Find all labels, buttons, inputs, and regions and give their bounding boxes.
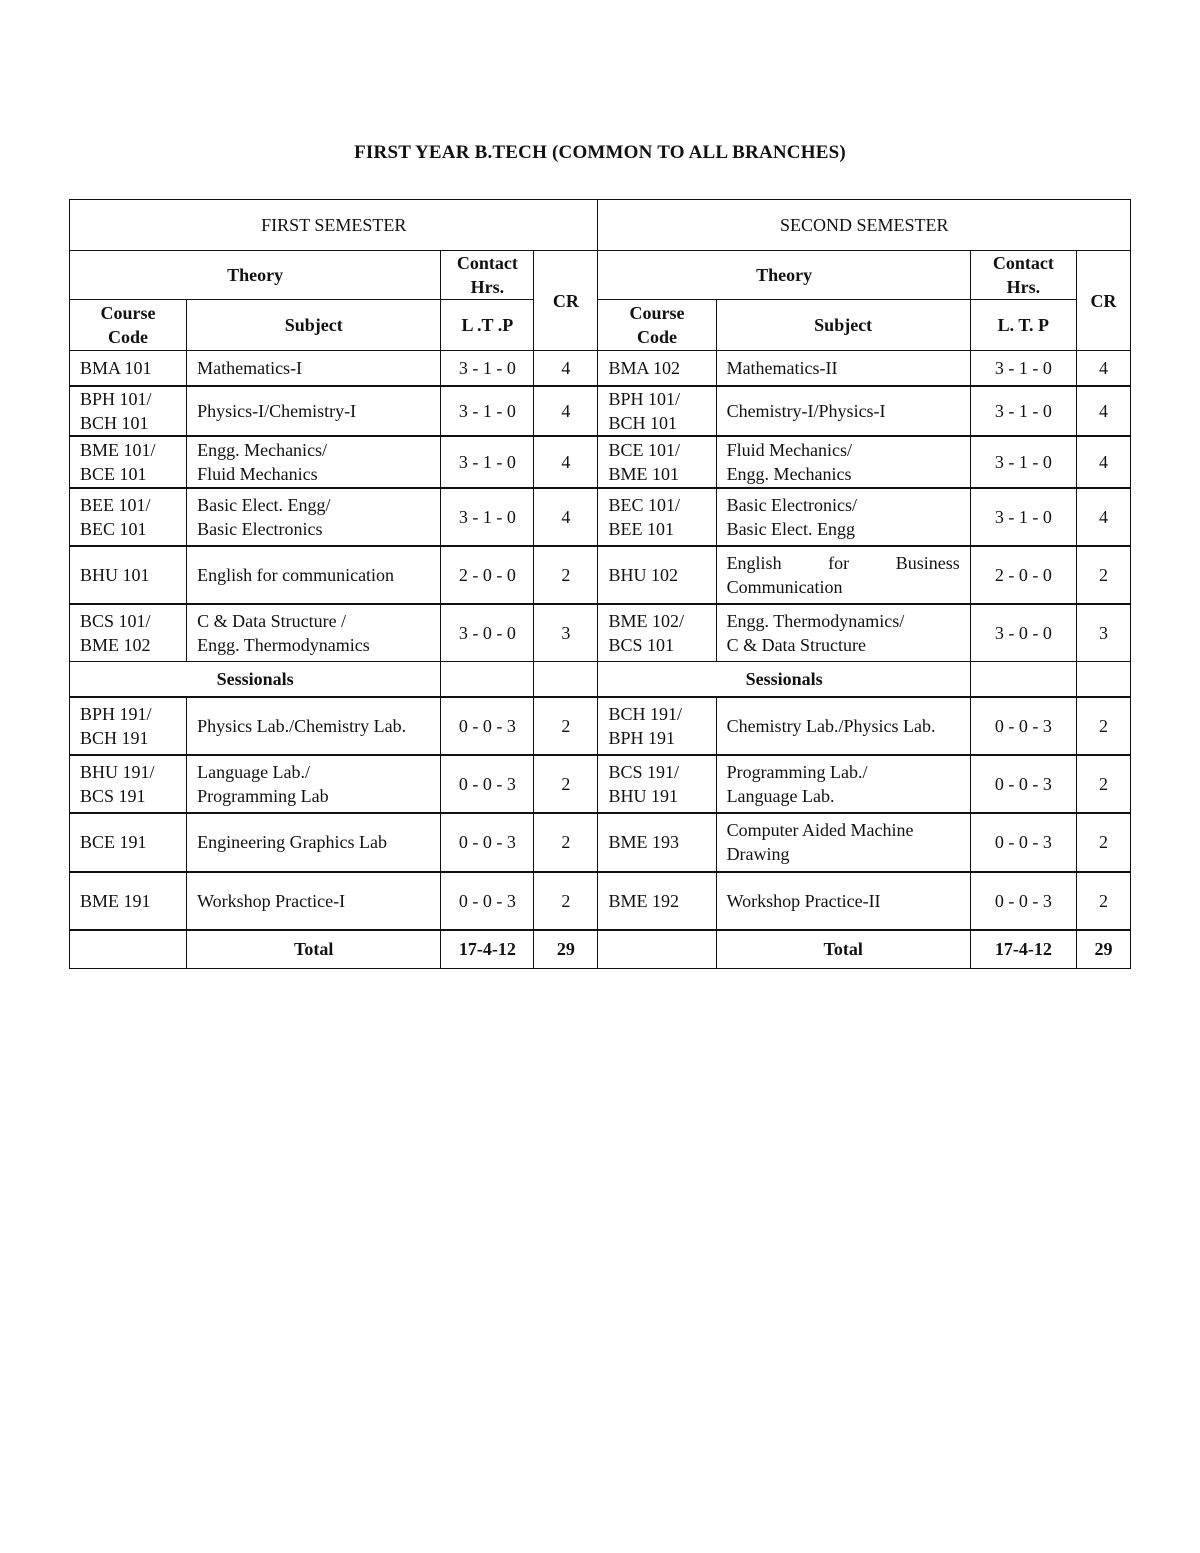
credit-cell-line-1: 4 — [561, 451, 571, 472]
credit-cell-line-1: 2 — [561, 715, 571, 736]
course-code-cell-line-1: BCH 191/ — [608, 703, 682, 724]
course-code-cell — [70, 351, 187, 386]
ltp-cell — [970, 436, 1076, 488]
ltp-cell-line-1: 3 - 1 - 0 — [994, 400, 1052, 421]
subject-cell — [187, 697, 441, 755]
credit-cell — [1076, 351, 1130, 386]
credit-cell-line-1: 2 — [561, 890, 571, 911]
credit-cell-line-1: 2 — [1098, 832, 1108, 852]
subject-cell — [716, 813, 970, 872]
ltp-cell-line-1: 0 - 0 - 3 — [458, 715, 516, 736]
course-code-cell — [598, 813, 716, 872]
course-code-cell-line-1: BEE 101/ — [80, 494, 151, 515]
course-code-cell-line-1: BEC 101/ — [608, 494, 680, 515]
ltp-cell-line-1: 3 - 1 - 0 — [458, 451, 516, 472]
subject-cell — [716, 546, 970, 604]
credit-cell — [534, 546, 598, 604]
ltp-cell-line-1: 0 - 0 - 3 — [458, 890, 516, 911]
subject-cell-line-2: Programming Lab — [197, 785, 329, 806]
credit-cell-line-1: 2 — [561, 773, 571, 794]
course-code-cell — [598, 697, 716, 755]
contact-hrs-heading-1 — [441, 251, 534, 300]
ltp-cell — [441, 755, 534, 813]
empty-cell — [598, 930, 716, 969]
course-code-cell-line-2: BHU 191 — [608, 785, 678, 806]
subject-cell-line-1: Basic Electronics/ — [726, 494, 858, 515]
subject-cell-line-2: Language Lab. — [726, 785, 835, 806]
course-code-cell-line-1: BCE 191 — [80, 832, 147, 852]
empty-cell — [534, 662, 598, 697]
subject-cell — [187, 755, 441, 813]
table-row — [70, 755, 1131, 813]
subject-cell — [187, 436, 441, 488]
sessionals-heading: Sessionals — [70, 662, 441, 697]
contact-hrs-heading-2 — [970, 251, 1076, 300]
course-code-cell-line-2: BME 101 — [608, 463, 679, 484]
subject-cell-line-1: C & Data Structure / — [197, 610, 347, 631]
course-code-cell-line-2: BCE 101 — [80, 463, 147, 484]
ltp-cell-line-1: 0 - 0 - 3 — [458, 773, 516, 794]
ltp-cell — [441, 386, 534, 436]
table-row — [70, 697, 1131, 755]
sessionals-row — [70, 662, 1131, 697]
course-code-cell — [598, 386, 716, 436]
curriculum-table — [69, 199, 1131, 969]
credit-cell — [534, 872, 598, 930]
total-label: Total — [716, 930, 970, 969]
course-code-cell-line-1: BPH 191/ — [80, 703, 152, 724]
course-code-cell — [70, 813, 187, 872]
credit-cell — [534, 436, 598, 488]
credit-cell — [1076, 386, 1130, 436]
subject-cell-line-2: Drawing — [726, 844, 790, 864]
credit-cell — [1076, 488, 1130, 546]
subject-cell — [187, 872, 441, 930]
course-code-cell-line-1: BPH 101/ — [608, 388, 680, 409]
credit-cell — [1076, 872, 1130, 930]
course-code-cell — [598, 351, 716, 386]
course-code-cell — [70, 755, 187, 813]
subject-cell — [716, 351, 970, 386]
total-credits: 29 — [534, 930, 598, 969]
course-code-cell — [70, 488, 187, 546]
subject-cell — [187, 546, 441, 604]
credit-cell — [534, 697, 598, 755]
code-label: Code — [108, 327, 149, 347]
subject-cell — [716, 488, 970, 546]
subject-cell-line-1: Mathematics-I — [197, 357, 303, 378]
empty-cell — [441, 662, 534, 697]
cr-heading-1: CR — [534, 251, 598, 351]
ltp-cell-line-1: 2 - 0 - 0 — [458, 564, 516, 585]
subject-cell — [187, 351, 441, 386]
ltp-cell-line-1: 0 - 0 - 3 — [994, 773, 1052, 794]
ltp-cell — [970, 604, 1076, 662]
credit-cell-line-1: 4 — [1098, 357, 1108, 378]
subject-heading-2: Subject — [716, 300, 970, 351]
credit-cell-line-1: 4 — [1098, 451, 1108, 472]
contact-label: Contact — [456, 253, 518, 273]
credit-cell-line-1: 4 — [561, 506, 571, 527]
subject-cell-line-1: Basic Elect. Engg/ — [197, 494, 331, 515]
ltp-cell — [441, 697, 534, 755]
credit-cell — [534, 604, 598, 662]
course-code-cell — [70, 546, 187, 604]
table-row — [70, 813, 1131, 872]
credit-cell — [1076, 604, 1130, 662]
ltp-cell — [441, 604, 534, 662]
course-code-cell — [598, 755, 716, 813]
subject-cell-line-2: Engg. Mechanics — [726, 463, 852, 484]
subject-cell-line-2: Basic Elect. Engg — [726, 518, 856, 539]
total-ltp: 17-4-12 — [970, 930, 1076, 969]
credit-cell — [1076, 813, 1130, 872]
subject-cell-line-1: Fluid Mechanics/ — [726, 439, 853, 460]
subject-cell-line-1: Physics-I/Chemistry-I — [197, 400, 357, 421]
first-semester-heading: FIRST SEMESTER — [70, 200, 598, 251]
course-code-cell-line-1: BCS 191/ — [608, 761, 679, 782]
subject-cell — [716, 872, 970, 930]
column-header-row — [70, 300, 1131, 351]
ltp-cell — [970, 755, 1076, 813]
course-code-cell-line-2: BPH 191 — [608, 727, 675, 748]
credit-cell-line-1: 3 — [1098, 622, 1108, 643]
table-row — [70, 546, 1131, 604]
course-code-cell-line-1: BME 192 — [608, 890, 679, 911]
table-row — [70, 386, 1131, 436]
table-row — [70, 872, 1131, 930]
credit-cell-line-1: 4 — [561, 400, 571, 421]
subject-cell-line-2: Basic Electronics — [197, 518, 323, 539]
credit-cell — [1076, 755, 1130, 813]
course-code-heading-2 — [598, 300, 716, 351]
credit-cell-line-1: 2 — [561, 832, 571, 852]
ltp-cell — [970, 697, 1076, 755]
course-label: Course — [629, 303, 685, 323]
page-title: FIRST YEAR B.TECH (COMMON TO ALL BRANCHES) — [354, 142, 846, 163]
course-code-cell-line-2: BCH 101 — [80, 412, 149, 433]
course-code-cell-line-2: BCH 101 — [608, 412, 677, 433]
total-row — [70, 930, 1131, 969]
course-code-cell — [598, 436, 716, 488]
subject-cell-line-1: Workshop Practice-II — [726, 890, 881, 911]
semester-header-row — [70, 200, 1131, 251]
subject-cell — [716, 436, 970, 488]
ltp-cell — [441, 546, 534, 604]
ltp-cell-line-1: 3 - 0 - 0 — [458, 622, 516, 643]
course-code-cell — [598, 488, 716, 546]
credit-cell-line-1: 2 — [1098, 715, 1108, 736]
credit-cell-line-1: 4 — [1098, 506, 1108, 527]
credit-cell — [534, 386, 598, 436]
course-code-cell-line-2: BCS 101 — [608, 634, 674, 655]
subject-heading-1: Subject — [187, 300, 441, 351]
ltp-cell-line-1: 3 - 1 - 0 — [994, 506, 1052, 527]
ltp-cell-line-1: 2 - 0 - 0 — [994, 564, 1052, 585]
ltp-cell — [441, 872, 534, 930]
course-code-cell — [70, 386, 187, 436]
theory-heading-1: Theory — [70, 251, 441, 300]
ltp-heading-2: L. T. P — [970, 300, 1076, 351]
credit-cell — [534, 813, 598, 872]
ltp-heading-1: L .T .P — [441, 300, 534, 351]
ltp-cell-line-1: 3 - 0 - 0 — [994, 622, 1052, 643]
ltp-cell — [441, 351, 534, 386]
course-code-cell-line-1: BHU 102 — [608, 564, 678, 585]
ltp-cell — [441, 436, 534, 488]
course-code-cell — [598, 546, 716, 604]
ltp-cell-line-1: 0 - 0 - 3 — [994, 890, 1052, 911]
course-code-cell — [70, 436, 187, 488]
course-code-cell-line-1: BME 193 — [608, 832, 679, 852]
subject-cell-line-1: Engg. Thermodynamics/ — [726, 610, 905, 631]
course-code-cell-line-2: BCH 191 — [80, 727, 149, 748]
empty-cell — [1076, 662, 1130, 697]
table-row — [70, 351, 1131, 386]
subject-cell-line-1: Computer Aided Machine — [726, 820, 914, 840]
ltp-cell — [441, 488, 534, 546]
ltp-cell-line-1: 0 - 0 - 3 — [994, 832, 1052, 852]
course-code-cell-line-1: BCS 101/ — [80, 610, 151, 631]
ltp-cell — [970, 386, 1076, 436]
subject-cell — [716, 755, 970, 813]
subject-cell-line-1: Chemistry Lab./Physics Lab. — [726, 715, 936, 736]
contact-label: Contact — [992, 253, 1054, 273]
course-code-cell-line-1: BPH 101/ — [80, 388, 152, 409]
subject-cell-line-1: Mathematics-II — [726, 357, 838, 378]
ltp-cell — [970, 813, 1076, 872]
subject-cell — [716, 386, 970, 436]
code-label: Code — [637, 327, 678, 347]
credit-cell-line-1: 2 — [1098, 773, 1108, 794]
subject-cell-line-1: Language Lab./ — [197, 761, 311, 782]
course-code-cell-line-1: BHU 101 — [80, 564, 150, 585]
table-row — [70, 604, 1131, 662]
course-code-cell-line-2: BEE 101 — [608, 518, 674, 539]
subject-cell-line-1: Chemistry-I/Physics-I — [726, 400, 886, 421]
ltp-cell — [970, 488, 1076, 546]
total-label: Total — [187, 930, 441, 969]
total-ltp: 17-4-12 — [441, 930, 534, 969]
table-row — [70, 436, 1131, 488]
credit-cell — [534, 488, 598, 546]
course-code-cell — [70, 872, 187, 930]
subject-cell-line-1: English for Business — [726, 552, 960, 573]
subject-cell — [187, 813, 441, 872]
table-row — [70, 488, 1131, 546]
course-code-cell — [598, 872, 716, 930]
ltp-cell-line-1: 3 - 1 - 0 — [458, 357, 516, 378]
credit-cell-line-1: 2 — [1098, 890, 1108, 911]
subject-cell-line-2: C & Data Structure — [726, 634, 867, 655]
ltp-cell — [441, 813, 534, 872]
course-code-cell — [598, 604, 716, 662]
credit-cell-line-1: 3 — [561, 622, 571, 643]
credit-cell — [534, 351, 598, 386]
empty-cell — [70, 930, 187, 969]
course-code-cell-line-2: BCS 191 — [80, 785, 146, 806]
second-semester-heading: SECOND SEMESTER — [598, 200, 1131, 251]
course-code-cell-line-1: BCE 101/ — [608, 439, 680, 460]
credit-cell-line-1: 4 — [561, 357, 571, 378]
ltp-cell-line-1: 3 - 1 - 0 — [994, 357, 1052, 378]
subject-cell — [187, 604, 441, 662]
course-code-cell — [70, 604, 187, 662]
subject-cell-line-1: Engineering Graphics Lab — [197, 832, 388, 852]
subject-cell-line-1: Programming Lab./ — [726, 761, 868, 782]
credit-cell — [1076, 436, 1130, 488]
subject-cell — [716, 604, 970, 662]
cr-heading-2: CR — [1076, 251, 1130, 351]
ltp-cell — [970, 546, 1076, 604]
subject-cell-line-1: Engg. Mechanics/ — [197, 439, 328, 460]
hrs-label: Hrs. — [1006, 277, 1041, 297]
credit-cell-line-1: 4 — [1098, 400, 1108, 421]
course-code-cell-line-1: BME 102/ — [608, 610, 684, 631]
course-code-cell-line-1: BMA 101 — [80, 357, 152, 378]
ltp-cell-line-1: 0 - 0 - 3 — [994, 715, 1052, 736]
ltp-cell — [970, 872, 1076, 930]
subject-cell — [187, 386, 441, 436]
subject-cell-line-1: Workshop Practice-I — [197, 890, 346, 911]
course-code-cell-line-1: BHU 191/ — [80, 761, 155, 782]
ltp-cell-line-1: 3 - 1 - 0 — [458, 400, 516, 421]
subject-cell-line-2: Communication — [726, 576, 843, 597]
ltp-cell-line-1: 0 - 0 - 3 — [458, 832, 516, 852]
subject-cell-line-1: Physics Lab./Chemistry Lab. — [197, 715, 407, 736]
course-label: Course — [100, 303, 156, 323]
credit-cell — [1076, 546, 1130, 604]
subject-cell-line-2: Fluid Mechanics — [197, 463, 318, 484]
course-code-cell-line-1: BME 191 — [80, 890, 151, 911]
empty-cell — [970, 662, 1076, 697]
credit-cell-line-1: 2 — [561, 564, 571, 585]
subject-cell — [187, 488, 441, 546]
ltp-cell — [970, 351, 1076, 386]
course-code-cell-line-2: BEC 101 — [80, 518, 147, 539]
column-group-header-row — [70, 251, 1131, 300]
theory-heading-2: Theory — [598, 251, 970, 300]
credit-cell — [534, 755, 598, 813]
subject-cell — [716, 697, 970, 755]
hrs-label: Hrs. — [470, 277, 505, 297]
course-code-cell-line-2: BME 102 — [80, 634, 151, 655]
credit-cell — [1076, 697, 1130, 755]
course-code-cell-line-1: BMA 102 — [608, 357, 680, 378]
subject-cell-line-2: Engg. Thermodynamics — [197, 634, 370, 655]
sessionals-heading: Sessionals — [598, 662, 970, 697]
course-code-cell — [70, 697, 187, 755]
ltp-cell-line-1: 3 - 1 - 0 — [994, 451, 1052, 472]
ltp-cell-line-1: 3 - 1 - 0 — [458, 506, 516, 527]
course-code-heading-1 — [70, 300, 187, 351]
total-credits: 29 — [1076, 930, 1130, 969]
subject-cell-line-1: English for communication — [197, 564, 395, 585]
credit-cell-line-1: 2 — [1098, 564, 1108, 585]
course-code-cell-line-1: BME 101/ — [80, 439, 156, 460]
